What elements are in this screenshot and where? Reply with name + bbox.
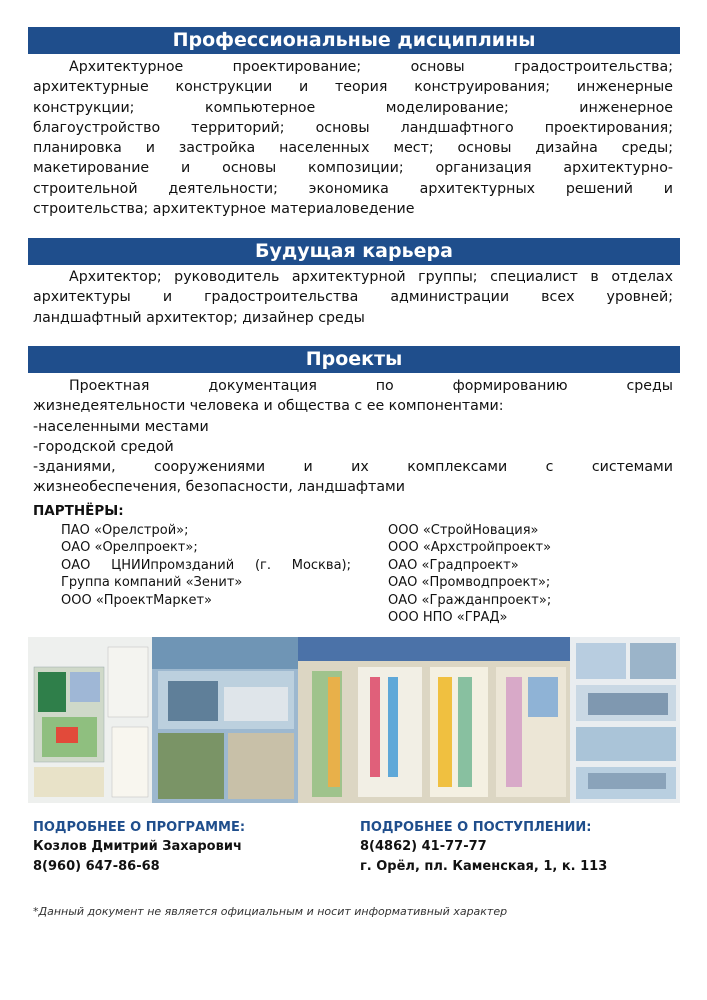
admission-info-heading: ПОДРОБНЕЕ О ПОСТУПЛЕНИИ: bbox=[360, 820, 592, 835]
program-contact bbox=[33, 837, 242, 877]
partners-title: ПАРТНЁРЫ: bbox=[33, 503, 124, 519]
admission-phone: 8(4862) 41-77-77 bbox=[360, 839, 487, 854]
career-text: Архитектор; руководитель архитектурной группы; специалист в отделах архитектуры и градостроительства администрации всех уровней; ландшафтный архитектор; дизайнер среды bbox=[33, 269, 673, 326]
program-contact-name: Козлов Дмитрий Захарович bbox=[33, 839, 242, 854]
partner-item: ООО «ПроектМаркет» bbox=[61, 592, 212, 608]
partner-item: ОАО «Орелпроект»; bbox=[61, 540, 198, 556]
partners-list-right bbox=[388, 522, 551, 626]
architecture-collage-illustration bbox=[28, 637, 680, 803]
partner-item: ОАО «Гражданпроект»; bbox=[388, 592, 552, 608]
partner-item: ОАО «Промводпроект»; bbox=[388, 575, 551, 591]
partner-item: ООО НПО «ГРАД» bbox=[388, 610, 508, 626]
disclaimer-footnote: *Данный документ не является официальным и носит информативный характер bbox=[33, 905, 508, 918]
partner-item: ОАО «Градпроект» bbox=[388, 557, 519, 573]
partner-item: ООО «СтройНовация» bbox=[388, 523, 539, 538]
partners-list-left bbox=[61, 522, 351, 609]
partner-item: ОАО ЦНИИпромзданий (г. Москва); bbox=[61, 557, 351, 573]
project-collage-image bbox=[28, 637, 680, 803]
admission-contact bbox=[360, 837, 607, 877]
admission-address: г. Орёл, пл. Каменская, 1, к. 113 bbox=[360, 859, 608, 874]
section-title-disciplines: Профессиональные дисциплины bbox=[28, 27, 680, 54]
partner-item: Группа компаний «Зенит» bbox=[61, 575, 243, 591]
program-contact-phone: 8(960) 647-86-68 bbox=[33, 859, 160, 874]
section-title-projects: Проекты bbox=[28, 346, 680, 373]
program-info-heading: ПОДРОБНЕЕ О ПРОГРАММЕ: bbox=[33, 820, 246, 835]
disciplines-text: Архитектурное проектирование; основы градостроительства; архитектурные конструкции и теория конструирования; инженерные конструкции; компьютерное моделирование; инженерное благоустройство территорий; основы ландшафтного проектирования; планировка и застройка населенных мест; основы дизайна среды; макетирование и основы композиции; организация архитектурно- строительной деятельности; экономика архитектурных решений и строительства; архитектурное материаловедение bbox=[33, 59, 673, 218]
section-title-career: Будущая карьера bbox=[28, 238, 680, 265]
partner-item: ООО «Архстройпроект» bbox=[388, 540, 552, 556]
partner-item: ПАО «Орелстрой»; bbox=[61, 523, 189, 538]
projects-text: Проектная документация по формированию среды жизнедеятельности человека и общества с ее компонентами: -населенными местами -городской средой -зданиями, сооружениями и их комплексами с системами жизнеобеспечения, безопасности, ландшафтами bbox=[33, 378, 673, 496]
